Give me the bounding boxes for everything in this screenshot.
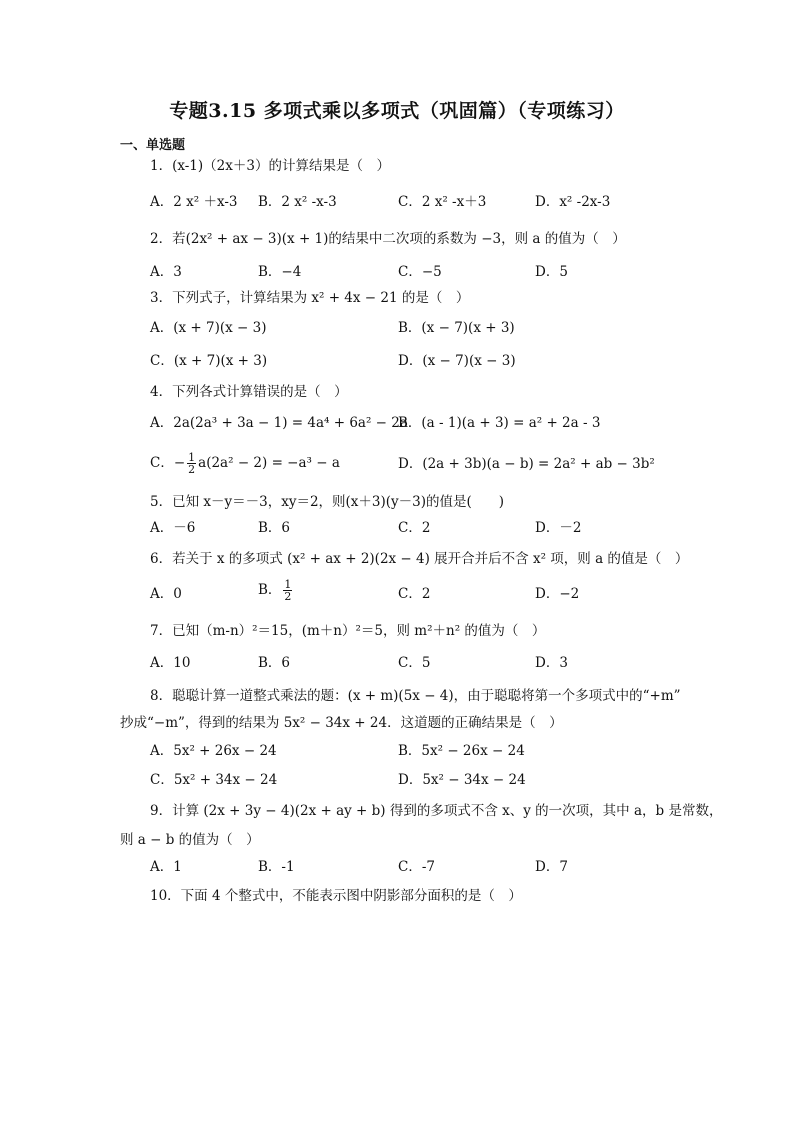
question-9-stem-continued: 则 a − b 的值为（ ）: [120, 832, 260, 848]
question-3-option-a: A．(x + 7)(x − 3): [150, 320, 267, 336]
question-3-option-d: D．(x − 7)(x − 3): [398, 353, 516, 369]
question-1-option-a: A．2 x² ＋x-3: [150, 194, 238, 210]
question-1-option-c: C．2 x² -x＋3: [398, 194, 487, 210]
question-6-option-a: A．0: [150, 586, 182, 602]
question-8-option-a: A．5x² + 26x − 24: [150, 743, 277, 759]
question-8-option-d: D．5x² − 34x − 24: [398, 772, 526, 788]
fraction-denominator: 2: [284, 590, 292, 603]
question-4-option-c: [150, 452, 340, 475]
question-8-option-c: C．5x² + 34x − 24: [150, 772, 278, 788]
question-8-option-b: B．5x² − 26x − 24: [398, 743, 525, 759]
fraction-numerator: 1: [284, 578, 292, 591]
question-5-option-c: C．2: [398, 520, 431, 536]
question-6-option-d: D．−2: [535, 586, 580, 602]
question-2-option-a: A．3: [150, 264, 182, 280]
question-4-stem: 4．下列各式计算错误的是（ ）: [150, 384, 348, 400]
question-6-option-b-prefix: B．: [258, 582, 282, 598]
question-5-option-a: A．－6: [150, 520, 196, 536]
question-1-option-b: B．2 x² -x-3: [258, 194, 337, 210]
question-7-option-d: D．3: [535, 655, 568, 671]
question-6-stem: 6．若关于 x 的多项式 (x² + ax + 2)(2x − 4) 展开合并后不含 x² 项，则 a 的值是（ ）: [150, 551, 689, 567]
question-5-stem: 5．已知 x－y＝－3，xy＝2，则(x＋3)(y－3)的值是( ): [150, 494, 505, 510]
question-8-stem-continued: 抄成“−m”，得到的结果为 5x² − 34x + 24．这道题的正确结果是（ ）: [120, 715, 563, 731]
fraction-denominator: 2: [188, 463, 196, 476]
question-8-stem: 8．聪聪计算一道整式乘法的题：(x + m)(5x − 4)，由于聪聪将第一个多项式中的“+m”: [150, 688, 681, 704]
question-3-option-b: B．(x − 7)(x + 3): [398, 320, 515, 336]
question-4-option-d: D．(2a + 3b)(a − b) = 2a² + ab − 3b²: [398, 456, 655, 472]
question-4-option-c-prefix: C．−: [150, 455, 186, 471]
question-9-option-b: B．-1: [258, 859, 295, 875]
question-2-option-d: D．5: [535, 264, 568, 280]
question-1-option-d: D．x² -2x-3: [535, 194, 611, 210]
question-2-option-c: C．−5: [398, 264, 442, 280]
fraction-one-half: [283, 579, 292, 602]
question-4-option-a: A．2a(2a³ + 3a − 1) = 4a⁴ + 6a² − 2a: [150, 415, 408, 431]
question-2-option-b: B．−4: [258, 264, 302, 280]
fraction-numerator: 1: [188, 451, 196, 464]
question-1-stem: 1．(x-1)（2x＋3）的计算结果是（ ）: [150, 158, 390, 174]
question-6-option-c: C．2: [398, 586, 431, 602]
question-7-stem: 7．已知（m-n）²＝15，(m＋n）²＝5，则 m²＋n² 的值为（ ）: [150, 623, 546, 639]
question-10-stem: 10．下面 4 个整式中，不能表示图中阴影部分面积的是（ ）: [150, 888, 522, 904]
question-4-option-b: B．(a - 1)(a + 3) = a² + 2a - 3: [398, 415, 601, 431]
question-9-option-d: D．7: [535, 859, 568, 875]
question-4-option-c-rest: a(2a² − 2) = −a³ − a: [198, 455, 340, 471]
fraction-one-half: [187, 452, 196, 475]
question-3-stem: 3．下列式子，计算结果为 x² + 4x − 21 的是（ ）: [150, 290, 470, 306]
question-7-option-c: C．5: [398, 655, 431, 671]
section-heading: 一、单选题: [120, 138, 186, 153]
question-5-option-b: B．6: [258, 520, 291, 536]
question-9-option-a: A．1: [150, 859, 182, 875]
question-9-stem: 9．计算 (2x + 3y − 4)(2x + ay + b) 得到的多项式不含 x、y 的一次项，其中 a，b 是常数，: [150, 803, 723, 819]
question-5-option-d: D．－2: [535, 520, 582, 536]
question-2-stem: 2．若(2x² + ax − 3)(x + 1)的结果中二次项的系数为 −3，则 a 的值为（ ）: [150, 231, 626, 247]
question-7-option-a: A．10: [150, 655, 191, 671]
question-7-option-b: B．6: [258, 655, 291, 671]
question-6-option-b: [258, 579, 294, 602]
page-title: 专题3.15 多项式乘以多项式（巩固篇）（专项练习）: [169, 100, 625, 122]
question-3-option-c: C．(x + 7)(x + 3): [150, 353, 268, 369]
question-9-option-c: C．-7: [398, 859, 435, 875]
